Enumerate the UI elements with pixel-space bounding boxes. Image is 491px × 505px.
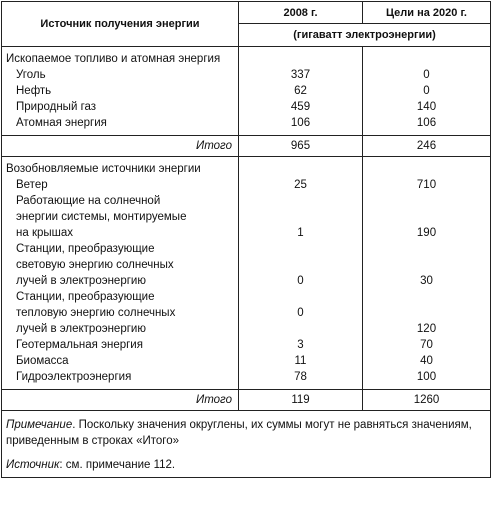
row-label-gas: Природный газ [16, 101, 97, 113]
value-2020-solar-thermal: 120 [416, 323, 437, 335]
value-2020-hydro: 100 [416, 371, 437, 383]
fossil-2008-values [239, 47, 363, 136]
row-label-solar-thermal-3: лучей в электроэнергию [16, 323, 146, 335]
row-label-oil: Нефть [16, 85, 52, 97]
fossil-total-label: Итого [2, 136, 239, 157]
renewable-2020-values [363, 157, 491, 390]
renewable-total-2020: 1260 [363, 390, 491, 411]
value-2008-nuclear: 106 [290, 117, 311, 129]
value-2008-geothermal: 3 [297, 339, 304, 351]
value-2020-oil: 0 [423, 85, 430, 97]
row-label-solar-pv-3: лучей в электроэнергию [16, 275, 146, 287]
value-2020-solar-roof: 190 [416, 227, 437, 239]
row-label-hydro: Гидроэлектроэнергия [16, 371, 132, 383]
value-2008-biomass: 11 [294, 355, 307, 367]
value-2020-biomass: 40 [420, 355, 433, 367]
footnote-row [2, 411, 491, 478]
value-2020-gas: 140 [416, 101, 437, 113]
value-2008-wind: 25 [294, 179, 307, 191]
value-2008-solar-roof: 1 [297, 227, 304, 239]
note-label: Примечание [6, 419, 73, 431]
fossil-total-row [2, 136, 491, 157]
value-2020-nuclear: 106 [416, 117, 437, 129]
value-2008-oil: 62 [294, 85, 307, 97]
row-label-solar-pv-2: световую энергию солнечных [16, 259, 174, 271]
note-text: . Поскольку значения округлены, их суммы могут не равняться значениям, приведенным в строках «Итого» [6, 419, 472, 447]
row-label-solar-roof-3: на крышах [16, 227, 74, 239]
fossil-section [2, 47, 491, 136]
row-label-solar-thermal-1: Станции, преобразующие [16, 291, 155, 303]
fossil-total-2008: 965 [239, 136, 363, 157]
value-2020-coal: 0 [423, 69, 430, 81]
header-row [2, 2, 491, 24]
renewable-title: Возобновляемые источники энергии [6, 163, 201, 175]
header-2020: Цели на 2020 г. [363, 2, 491, 24]
renewable-labels [2, 157, 239, 390]
row-label-nuclear: Атомная энергия [16, 117, 107, 129]
row-label-solar-roof-2: энергии системы, монтируемые [16, 211, 187, 223]
header-source: Источник получения энергии [2, 2, 239, 47]
renewable-total-label: Итого [2, 390, 239, 411]
fossil-labels [2, 47, 239, 136]
source-text: : см. примечание 112. [59, 459, 176, 471]
header-unit: (гигаватт электроэнергии) [239, 24, 491, 47]
value-2020-wind: 710 [416, 179, 437, 191]
header-2008: 2008 г. [239, 2, 363, 24]
source-label: Источник [6, 459, 60, 471]
renewable-2008-values [239, 157, 363, 390]
value-2008-gas: 459 [290, 101, 311, 113]
value-2020-solar-pv: 30 [420, 275, 433, 287]
row-label-biomass: Биомасса [16, 355, 69, 367]
footnote-note [6, 417, 486, 449]
renewable-section [2, 157, 491, 390]
row-label-solar-roof-1: Работающие на солнечной [16, 195, 161, 207]
energy-table-document [1, 1, 490, 503]
row-label-coal: Уголь [16, 69, 46, 81]
renewable-total-2008: 119 [239, 390, 363, 411]
footnote-source [6, 457, 486, 473]
value-2008-solar-thermal: 0 [297, 307, 304, 319]
row-label-wind: Ветер [16, 179, 48, 191]
renewable-total-row [2, 390, 491, 411]
row-label-geothermal: Геотермальная энергия [16, 339, 143, 351]
footnote-cell [2, 411, 491, 478]
value-2008-coal: 337 [290, 69, 311, 81]
fossil-total-2020: 246 [363, 136, 491, 157]
value-2008-solar-pv: 0 [297, 275, 304, 287]
value-2020-geothermal: 70 [420, 339, 433, 351]
row-label-solar-thermal-2: тепловую энергию солнечных [16, 307, 176, 319]
row-label-solar-pv-1: Станции, преобразующие [16, 243, 155, 255]
value-2008-hydro: 78 [294, 371, 307, 383]
energy-table [1, 1, 491, 478]
fossil-2020-values [363, 47, 491, 136]
fossil-title: Ископаемое топливо и атомная энергия [6, 53, 221, 65]
